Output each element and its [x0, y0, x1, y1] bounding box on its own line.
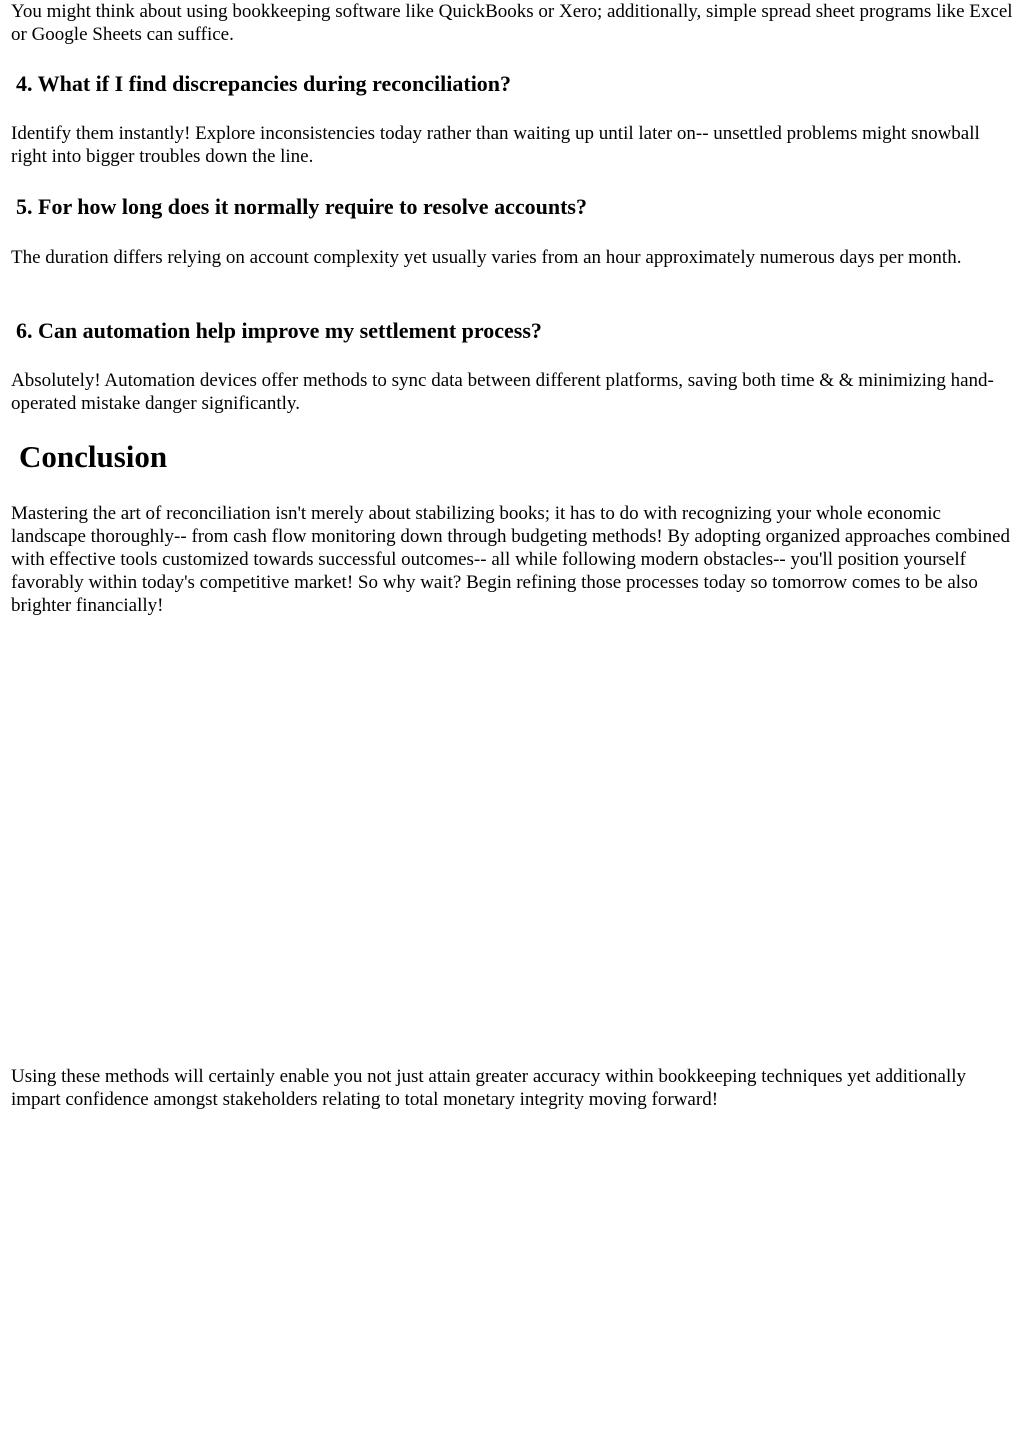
intro-paragraph: You might think about using bookkeeping software like QuickBooks or Xero; additionally, simple spread sheet programs like Excel or Google Sheets can suffice. — [11, 1, 1013, 45]
closing-paragraph: Using these methods will certainly enable you not just attain greater accuracy within bookkeeping techniques yet additionally impart confidence amongst stakeholders relating to total monetary integrity moving forward! — [11, 1066, 967, 1110]
conclusion-heading: Conclusion — [19, 439, 168, 474]
faq-question-5: 5. For how long does it normally require to resolve accounts? — [16, 194, 587, 219]
faq-answer-5: The duration differs relying on account complexity yet usually varies from an hour approximately numerous days per month. — [11, 247, 962, 268]
faq-question-4: 4. What if I find discrepancies during reconciliation? — [16, 71, 512, 96]
conclusion-paragraph: Mastering the art of reconciliation isn't merely about stabilizing books; it has to do with recognizing your whole economic landscape thoroughly-- from cash flow monitoring down through budgeting methods! By adopting organized approaches combined with effective tools customized towards successful outcomes-- all while following modern obstacles-- you'll position yourself favorably within today's competitive market! So why wait? Begin refining those processes today so tomorrow comes to be also brighter financially! — [11, 503, 1011, 616]
faq-answer-6: Absolutely! Automation devices offer methods to sync data between different platforms, saving both time & & minimizing hand-operated mistake danger significantly. — [11, 370, 994, 414]
faq-question-6: 6. Can automation help improve my settlement process? — [16, 318, 542, 343]
blank-content-area — [11, 640, 1015, 1060]
faq-answer-4: Identify them instantly! Explore inconsistencies today rather than waiting up until later on-- unsettled problems might snowball right into bigger troubles down the line. — [11, 123, 980, 167]
